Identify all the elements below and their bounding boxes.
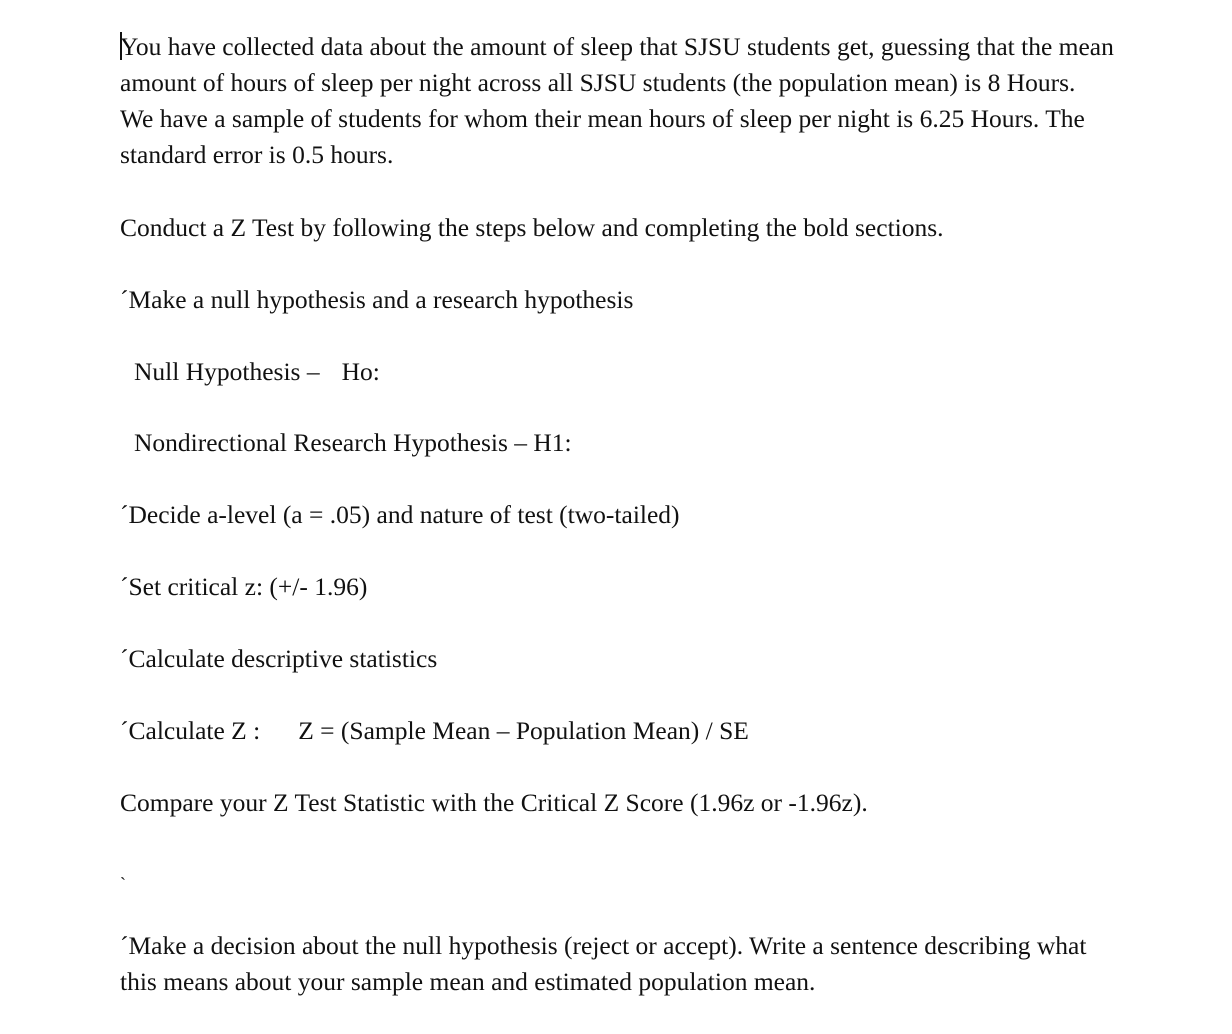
step-compare: Compare your Z Test Statistic with the Critical Z Score (1.96z or -1.96z). [120, 788, 868, 817]
intro-line-4: standard error is 0.5 hours. [120, 140, 394, 169]
step-critical-text: Set critical z: (+/- 1.96) [128, 572, 368, 601]
bullet-mark: ´ [120, 716, 129, 745]
decision-line-1 [120, 928, 1086, 964]
step-hypotheses-text: Make a null hypothesis and a research hypothesis [128, 285, 634, 314]
bullet-mark: ´ [120, 644, 129, 673]
intro-line-1 [120, 29, 1190, 65]
stray-mark: ˏ [120, 860, 126, 880]
decision-line-2: this means about your sample mean and estimated population mean. [120, 967, 816, 996]
bullet-mark: ´ [120, 500, 129, 529]
intro-first-letter: Y [120, 32, 136, 61]
intro-line-3: We have a sample of students for whom their mean hours of sleep per night is 6.25 Hours. The [120, 104, 1085, 133]
step-decision [120, 928, 1086, 1000]
step-descriptive-text: Calculate descriptive statistics [128, 644, 438, 673]
instructions-text: Conduct a Z Test by following the steps below and completing the bold sections. [120, 213, 944, 242]
step-alpha-text: Decide a-level (a = .05) and nature of test (two-tailed) [128, 500, 680, 529]
decision-line-1-text: Make a decision about the null hypothesis (reject or accept). Write a sentence describing what [128, 931, 1087, 960]
research-hypothesis-line: Nondirectional Research Hypothesis – H1: [134, 428, 572, 457]
step-calc-z-formula: Z = (Sample Mean – Population Mean) / SE [298, 716, 749, 745]
step-calc-z-label: Calculate Z : [128, 716, 261, 745]
intro-line-2: amount of hours of sleep per night across all SJSU students (the population mean) is 8 Hours. [120, 68, 1076, 97]
null-hypothesis-label: Null Hypothesis – [134, 357, 320, 386]
null-hypothesis-symbol: Ho: [341, 357, 380, 386]
step-hypotheses [120, 282, 633, 318]
step-alpha [120, 497, 680, 533]
step-calc-z [120, 713, 749, 749]
bullet-mark: ´ [120, 931, 129, 960]
step-critical [120, 569, 367, 605]
bullet-mark: ´ [120, 285, 129, 314]
intro-paragraph [120, 29, 1190, 173]
null-hypothesis-line [134, 354, 380, 390]
bullet-mark: ´ [120, 572, 129, 601]
step-descriptive [120, 641, 437, 677]
intro-line-1-text: ou have collected data about the amount of sleep that SJSU students get, guessing that the mean [135, 32, 1114, 61]
